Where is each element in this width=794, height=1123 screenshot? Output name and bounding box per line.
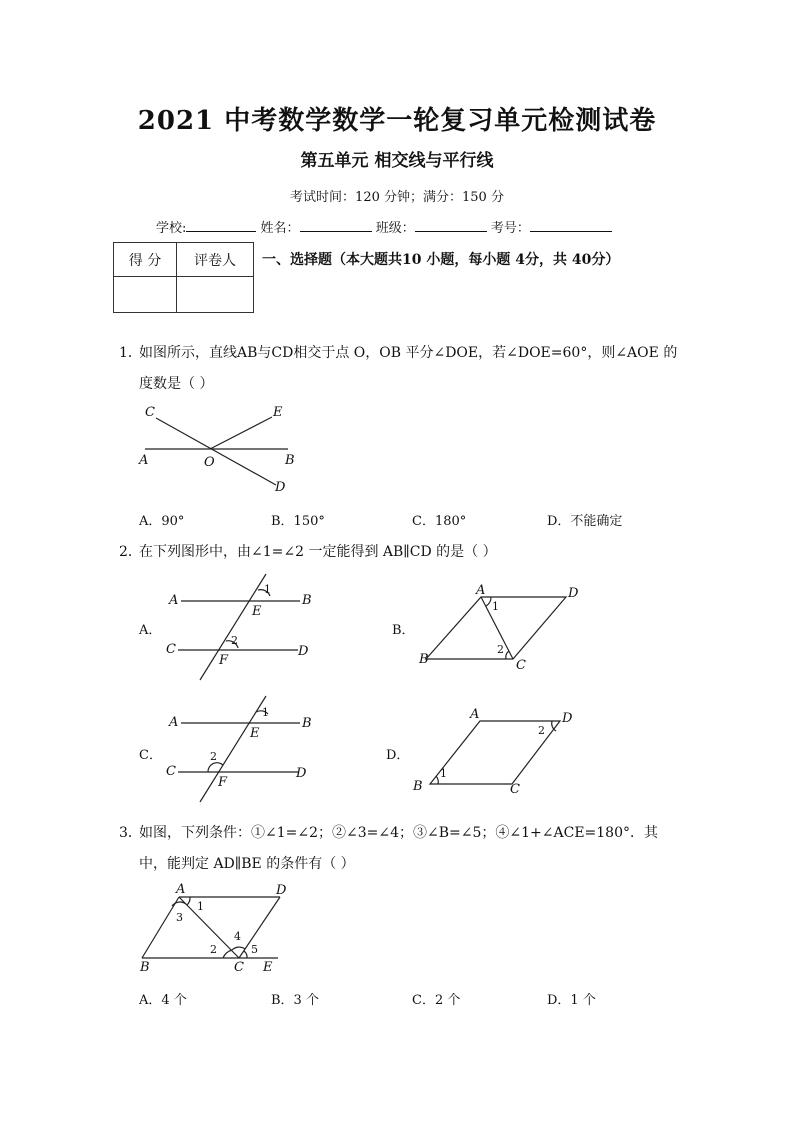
q3-angle-5: 5 (251, 943, 258, 956)
q2c-point-d: D (296, 766, 307, 781)
q2c-point-a: A (169, 715, 179, 730)
q2d-angle-1: 1 (440, 767, 447, 780)
q2a-point-f: F (219, 653, 229, 668)
q2b-point-b: B (419, 652, 429, 667)
question-1-line1: 如图所示，直线AB与CD相交于点 O，OB 平分∠DOE，若∠DOE=60°，则∠AOE 的 (139, 345, 678, 361)
class-label: 班级： (375, 221, 415, 236)
q3-angle-4: 4 (234, 930, 241, 943)
q1-point-d: D (275, 480, 286, 495)
q2d-point-c: C (510, 782, 520, 797)
question-1-line2: 度数是（ ） (139, 376, 214, 392)
q2a-point-a: A (169, 593, 179, 608)
q2b-angle-2: 2 (497, 643, 504, 656)
q2c-point-e: E (250, 726, 260, 741)
q2-option-b-label[interactable]: B． (392, 623, 415, 638)
q3-option-b[interactable]: B．3 个 (271, 993, 319, 1008)
section-heading: 一、选择题（本大题共10 小题，每小题 4分，共 40分） (262, 252, 620, 268)
q1-option-a[interactable]: A．90° (139, 514, 185, 529)
q2d-point-b: B (413, 779, 423, 794)
school-label: 学校: (156, 221, 187, 236)
q3-option-a[interactable]: A．4 个 (139, 993, 187, 1008)
exam-no-label: 考号： (490, 221, 530, 236)
q3-point-d: D (276, 883, 287, 898)
q2c-angle-1: 1 (262, 706, 269, 719)
page-subtitle: 第五单元 相交线与平行线 (300, 151, 494, 171)
q1-option-d[interactable]: D．不能确定 (547, 514, 623, 529)
q2a-point-b: B (302, 593, 312, 608)
question-3-line2: 中，能判定 AD∥BE 的条件有（ ） (139, 856, 355, 872)
q2b-point-a: A (476, 583, 486, 598)
question-2-number: 2． (119, 544, 142, 560)
question-3-line1: 如图，下列条件：①∠1=∠2；②∠3=∠4；③∠B=∠5；④∠1+∠ACE=180°．其 (139, 825, 658, 841)
q2-option-d-label[interactable]: D． (386, 748, 410, 763)
question-2-text: 在下列图形中，由∠1=∠2 一定能得到 AB∥CD 的是（ ） (139, 544, 497, 560)
score-header: 得 分 (114, 243, 177, 277)
q2c-angle-2: 2 (210, 750, 217, 763)
q2b-point-c: C (516, 658, 526, 673)
q3-angle-1: 1 (197, 900, 204, 913)
question-3-number: 3． (119, 825, 142, 841)
question-1-number: 1． (119, 345, 142, 361)
q2a-point-c: C (166, 642, 176, 657)
q2c-point-c: C (166, 764, 176, 779)
q2c-point-f: F (218, 775, 228, 790)
q2a-angle-2: 2 (231, 634, 238, 647)
q2a-angle-1: 1 (264, 583, 271, 596)
grader-header: 评卷人 (177, 243, 254, 277)
q1-point-b: B (285, 453, 295, 468)
q2-option-a-label[interactable]: A． (139, 623, 162, 638)
q3-option-c[interactable]: C．2 个 (412, 993, 461, 1008)
q2-option-c-label[interactable]: C． (139, 748, 162, 763)
q2a-point-d: D (298, 644, 309, 659)
q2c-point-b: B (302, 716, 312, 731)
name-label: 姓名： (260, 221, 300, 236)
q1-point-e: E (273, 405, 283, 420)
q1-point-a: A (139, 453, 149, 468)
q2d-angle-2: 2 (538, 724, 545, 737)
q1-point-c: C (145, 405, 155, 420)
q3-point-a: A (176, 882, 186, 897)
q3-point-b: B (140, 960, 150, 975)
q3-option-d[interactable]: D．1 个 (547, 993, 596, 1008)
q3-angle-3: 3 (176, 911, 183, 924)
q2a-point-e: E (252, 604, 262, 619)
q2d-point-d: D (562, 711, 573, 726)
q3-point-e: E (263, 960, 273, 975)
q1-option-b[interactable]: B．150° (271, 514, 325, 529)
q2b-angle-1: 1 (492, 600, 499, 613)
q2d-point-a: A (470, 707, 480, 722)
q1-point-o: O (204, 455, 215, 470)
q1-option-c[interactable]: C．180° (412, 514, 467, 529)
q2b-point-d: D (568, 586, 579, 601)
q3-point-c: C (234, 960, 244, 975)
exam-info: 考试时间：120 分钟；满分：150 分 (290, 190, 504, 205)
page-title: 2021 中考数学数学一轮复习单元检测试卷 (137, 106, 657, 136)
q3-angle-2: 2 (210, 943, 217, 956)
